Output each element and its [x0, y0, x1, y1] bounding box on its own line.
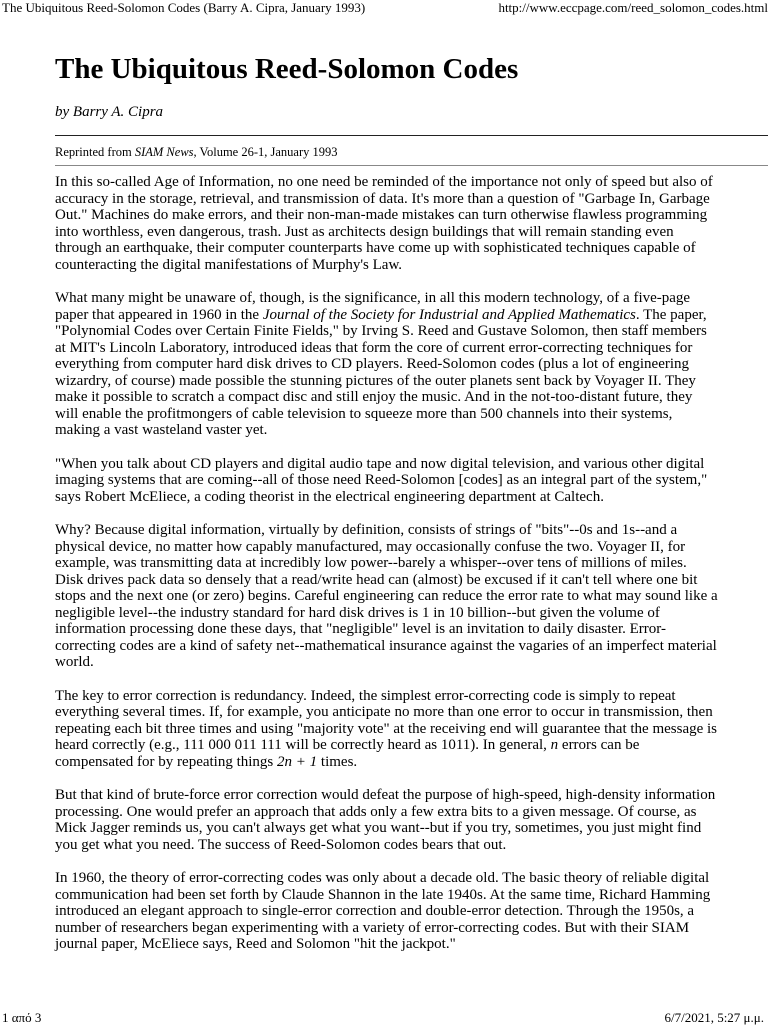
page-title-header: The Ubiquitous Reed-Solomon Codes (Barry A. Cipra, January 1993)	[2, 0, 366, 15]
print-datetime: 6/7/2021, 5:27 μ.μ.	[664, 1010, 764, 1025]
paragraph-4: Why? Because digital information, virtually by definition, consists of strings of "bits"--0s and 1s--and a physical device, no matter how capably manufactured, may occasionally confuse the two. Voyager II, for example, was transmitting data at incredibly low power--barely a whisper--over tens of millions of miles. Disk drives pack data so densely that a read/write head can (almost) be excused if it can't tell where one bit stops and the next one (or zero) begins. Careful engineering can reduce the error rate to what may sound like a negligible level--the industry standard for hard disk drives is 1 in 10 billion--but given the volume of information processing done these days, that "negligible" level is an invitation to daily disaster. Error-correcting codes are a kind of safety net--mathematical insurance against the vagaries of an imperfect material world.	[55, 522, 718, 670]
variable-n: n	[550, 737, 559, 753]
paragraph-3: "When you talk about CD players and digital audio tape and now digital television, and various other digital imaging systems that are coming--all of those need Reed-Solomon [codes] as an integral part of the system," says Robert McEliece, a coding theorist in the electrical engineering department at Caltech.	[55, 455, 708, 505]
paragraph-5: The key to error correction is redundancy. Indeed, the simplest error-correcting code is simply to repeat everything several times. If, for example, you anticipate no more than one error to occur in transmission, then repeating each bit three times and using "majority vote" at the receiving end will guarantee that the message is heard correctly (e.g., 111 000 011 111 will be correctly heard as 1011). In general, n errors can be compensated for by repeating things 2n + 1 times.	[55, 687, 718, 770]
page-indicator: 1 από 3	[2, 1010, 42, 1025]
article-byline: by Barry A. Cipra	[55, 104, 164, 120]
title-divider	[55, 135, 768, 136]
formula: 2n + 1	[277, 753, 318, 770]
journal-name: Journal of the Society for Industrial and Applied Mathematics	[262, 306, 636, 323]
reprint-source: SIAM News	[134, 145, 194, 159]
article-title: The Ubiquitous Reed-Solomon Codes	[55, 53, 519, 85]
reprint-divider	[55, 165, 768, 166]
paragraph-7: In 1960, the theory of error-correcting codes was only about a decade old. The basic theory of reliable digital communication had been set forth by Claude Shannon in the late 1940s. At the same time, Richard Hamming introduced an elegant approach to single-error correction and double-error detection. Through the 1950s, a number of researchers began experimenting with a variety of error-correcting codes. But with their SIAM journal paper, McEliece says, Reed and Solomon "hit the jackpot."	[55, 870, 711, 952]
article-body	[55, 174, 718, 970]
paragraph-6: But that kind of brute-force error correction would defeat the purpose of high-speed, high-density information processing. One would prefer an approach that adds only a few extra bits to a given message. Of course, as Mick Jagger reminds us, you can't always get what you want--but if you try, sometimes, you just might find you get what you need. The success of Reed-Solomon codes bears that out.	[55, 787, 716, 853]
paragraph-1: In this so-called Age of Information, no one need be reminded of the importance not only of speed but also of accuracy in the storage, retrieval, and transmission of data. It's more than a question of "Garbage In, Garbage Out." Machines do make errors, and their non-man-made mistakes can turn otherwise flawless programming into worthless, even dangerous, trash. Just as architects design buildings that will remain standing even through an earthquake, their computer counterparts have come up with sophisticated techniques capable of counteracting the digital manifestations of Murphy's Law.	[55, 174, 713, 273]
reprint-note: Reprinted from SIAM News, Volume 26-1, January 1993	[55, 145, 338, 159]
paragraph-2: What many might be unaware of, though, is the significance, in all this modern technology, of a five-page paper that appeared in 1960 in the Journal of the Society for Industrial and Applied Mathematics. The paper, "Polynomial Codes over Certain Finite Fields," by Irving S. Reed and Gustave Solomon, then staff members at MIT's Lincoln Laboratory, introduced ideas that form the core of current error-correcting techniques for everything from computer hard disk drives to CD players. Reed-Solomon codes (plus a lot of engineering wizardry, of course) made possible the stunning pictures of the outer planets sent back by Voyager II. They make it possible to scratch a compact disc and still enjoy the music. And in the not-too-distant future, they will enable the profitmongers of cable television to squeeze more than 500 channels into their systems, making a vast wasteland vaster yet.	[55, 290, 707, 438]
page-url[interactable]: http://www.eccpage.com/reed_solomon_codes.html	[498, 0, 768, 15]
